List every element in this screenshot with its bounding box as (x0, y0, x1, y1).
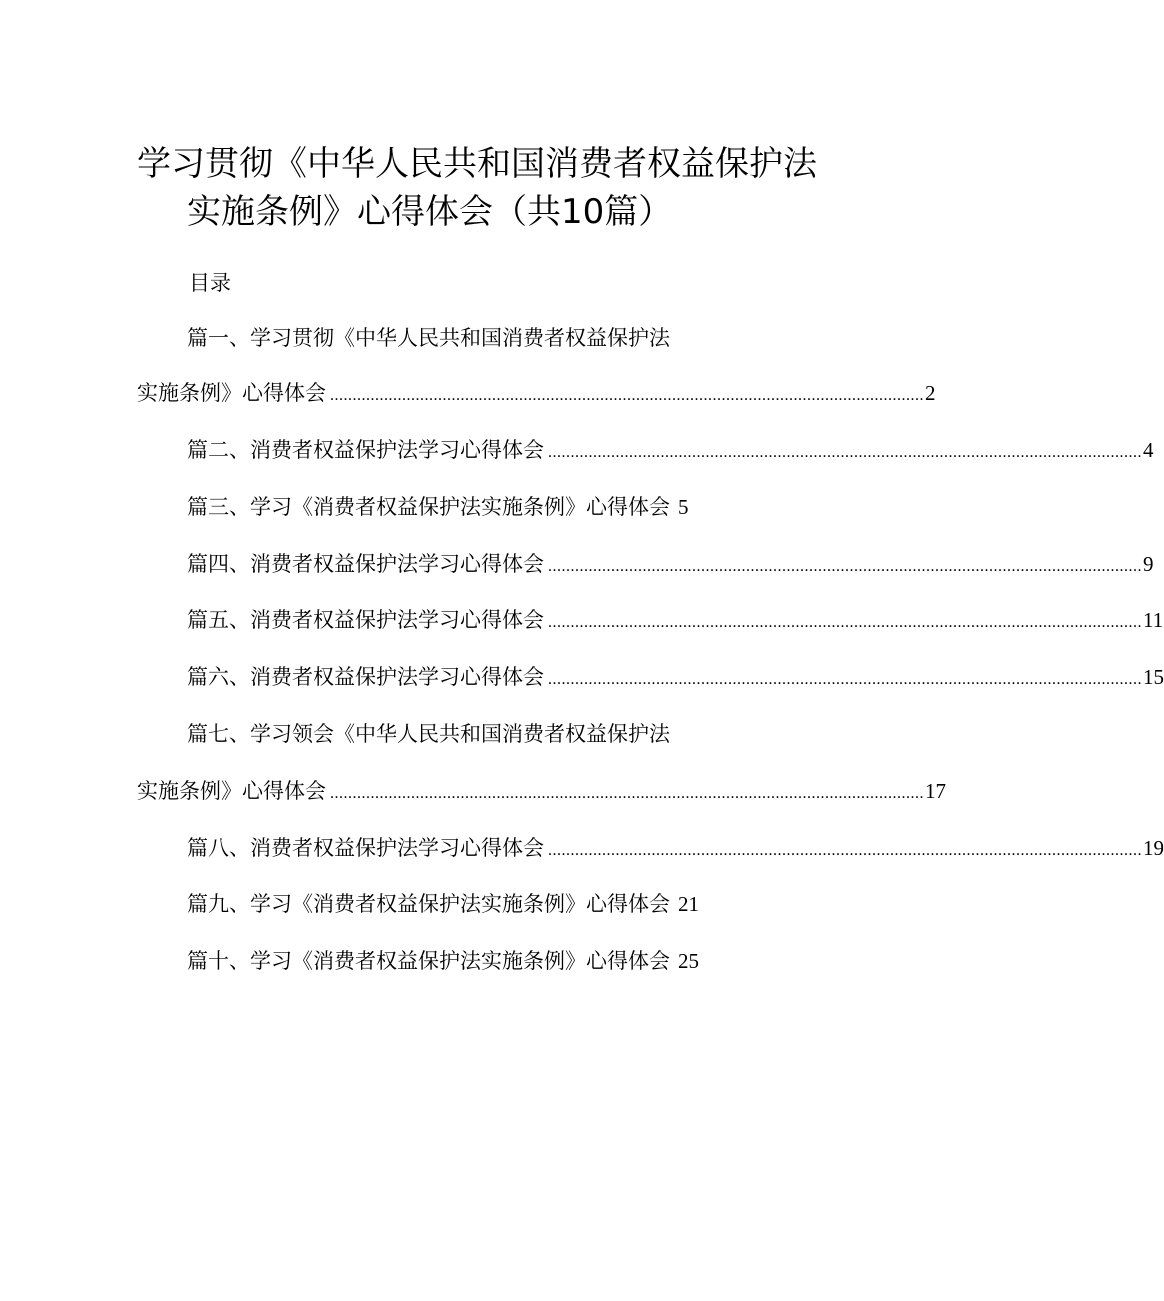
toc-entry-text: 篇四、消费者权益保护法学习心得体会 (187, 552, 544, 576)
toc-entry-9[interactable] (187, 889, 699, 919)
dot-leader: .................................................................................................................................... (330, 387, 924, 404)
dot-leader: .................................................................................................................................... (330, 785, 924, 802)
toc-entry-4[interactable] (187, 549, 1154, 582)
toc-page-number: 21 (678, 892, 699, 916)
toc-page-number: 19 (1143, 836, 1164, 860)
toc-entry-text: 篇一、学习贯彻《中华人民共和国消费者权益保护法 (187, 326, 670, 350)
toc-entry-8[interactable] (187, 833, 1164, 866)
toc-entry-2[interactable] (187, 435, 1154, 468)
toc-entry-3[interactable] (187, 492, 689, 522)
toc-entry-text: 篇三、学习《消费者权益保护法实施条例》心得体会 (187, 495, 670, 519)
toc-entry-7-line-2[interactable] (137, 776, 946, 809)
toc-page-number: 15 (1143, 665, 1164, 689)
toc-entry-text: 实施条例》心得体会 (137, 779, 326, 803)
toc-heading: 目录 (189, 271, 231, 295)
dot-leader: .................................................................................................................................... (548, 614, 1142, 631)
toc-entry-10[interactable] (187, 946, 699, 976)
toc-page-number: 4 (1143, 438, 1154, 462)
toc-page-number: 5 (678, 495, 689, 519)
document-title-line-1: 学习贯彻《中华人民共和国消费者权益保护法 (137, 144, 817, 184)
toc-page-number: 17 (925, 779, 946, 803)
dot-leader: .................................................................................................................................... (548, 558, 1142, 575)
toc-page-number: 9 (1143, 552, 1154, 576)
document-title-line-2: 实施条例》心得体会（共10篇） (187, 192, 673, 232)
toc-entry-text: 篇五、消费者权益保护法学习心得体会 (187, 608, 544, 632)
dot-leader: .................................................................................................................................... (548, 842, 1142, 859)
toc-entry-1-line-2[interactable] (137, 378, 936, 411)
toc-entry-text: 篇七、学习领会《中华人民共和国消费者权益保护法 (187, 722, 670, 746)
toc-page-number: 2 (925, 381, 936, 405)
toc-entry-text: 实施条例》心得体会 (137, 381, 326, 405)
dot-leader: .................................................................................................................................... (548, 444, 1142, 461)
dot-leader: .................................................................................................................................... (548, 671, 1142, 688)
toc-entry-text: 篇九、学习《消费者权益保护法实施条例》心得体会 (187, 892, 670, 916)
toc-page-number: 25 (678, 949, 699, 973)
toc-entry-text: 篇六、消费者权益保护法学习心得体会 (187, 665, 544, 689)
toc-page-number: 11 (1143, 608, 1164, 632)
toc-entry-6[interactable] (187, 662, 1164, 695)
toc-entry-text: 篇二、消费者权益保护法学习心得体会 (187, 438, 544, 462)
toc-entry-7-line-1[interactable] (187, 719, 670, 749)
toc-entry-5[interactable] (187, 605, 1164, 638)
toc-entry-text: 篇十、学习《消费者权益保护法实施条例》心得体会 (187, 949, 670, 973)
toc-entry-text: 篇八、消费者权益保护法学习心得体会 (187, 836, 544, 860)
toc-entry-1-line-1[interactable] (187, 323, 670, 353)
